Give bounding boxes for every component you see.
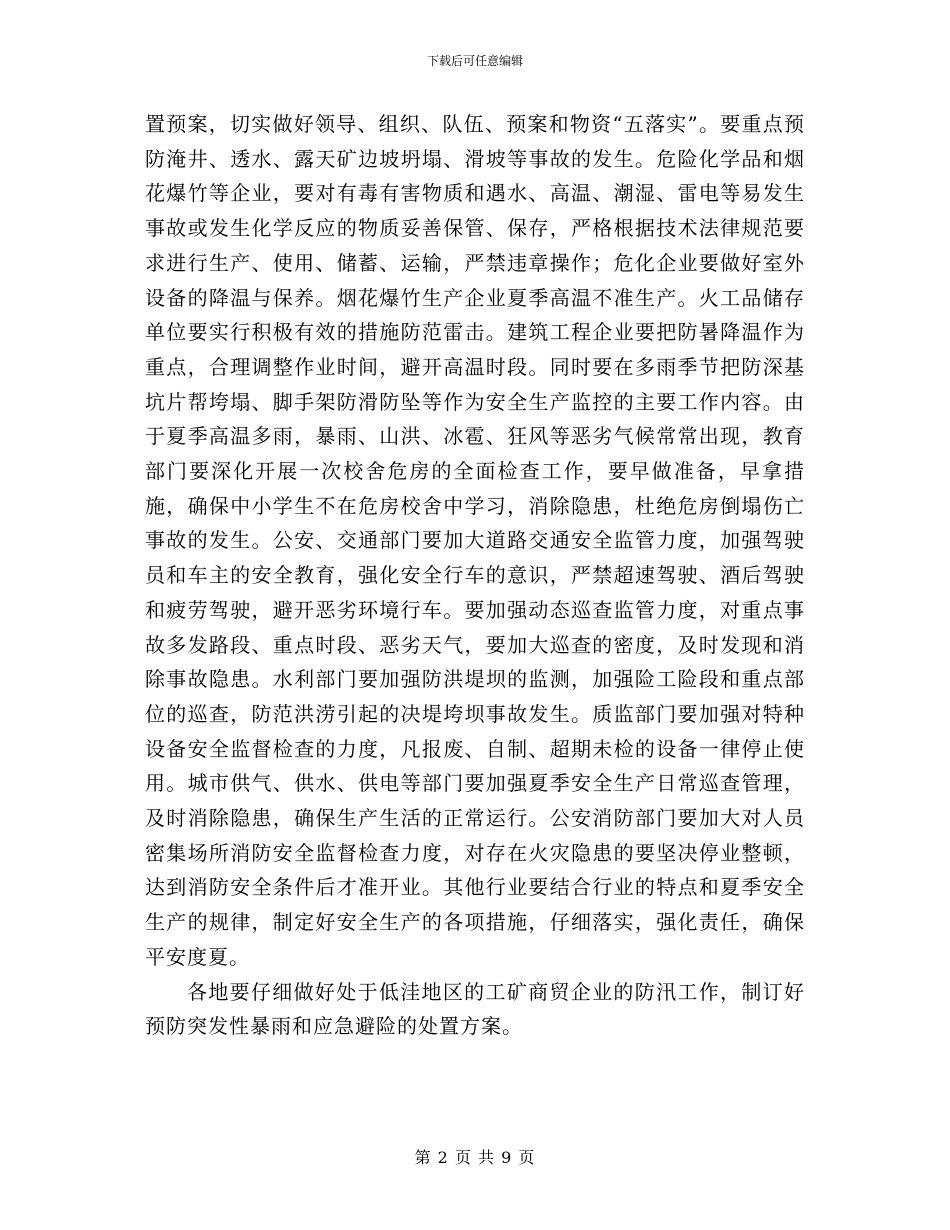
document-body	[145, 107, 805, 1044]
page-number-footer: 第 2 页 共 9 页	[414, 1148, 536, 1167]
page-header: 下载后可任意编辑	[426, 54, 523, 68]
body-paragraph: 各地要仔细做好处于低洼地区的工矿商贸企业的防汛工作，制订好预防突发性暴雨和应急避险的处置方案。	[145, 979, 805, 1039]
body-paragraph-continued: 置预案，切实做好领导、组织、队伍、预案和物资“五落实”。要重点预防淹井、透水、露天矿边坡坍塌、滑坡等事故的发生。危险化学品和烟花爆竹等企业，要对有毒有害物质和遇水、高温、潮湿、雷电等易发生事故或发生化学反应的物质妥善保管、保存，严格根据技术法律规范要求进行生产、使用、储蓄、运输，严禁违章操作；危化企业要做好室外设备的降温与保养。烟花爆竹生产企业夏季高温不准生产。火工品储存单位要实行积极有效的措施防范雷击。建筑工程企业要把防暑降温作为重点，合理调整作业时间，避开高温时段。同时要在多雨季节把防深基坑片帮垮塌、脚手架防滑防坠等作为安全生产监控的主要工作内容。由于夏季高温多雨，暴雨、山洪、冰雹、狂风等恶劣气候常常出现，教育部门要深化开展一次校舍危房的全面检查工作，要早做准备，早拿措施，确保中小学生不在危房校舍中学习，消除隐患，杜绝危房倒塌伤亡事故的发生。公安、交通部门要加大道路交通安全监管力度，加强驾驶员和车主的安全教育，强化安全行车的意识，严禁超速驾驶、酒后驾驶和疲劳驾驶，避开恶劣环境行车。要加强动态巡查监管力度，对重点事故多发路段、重点时段、恶劣天气，要加大巡查的密度，及时发现和消除事故隐患。水利部门要加强防洪堤坝的监测，加强险工险段和重点部位的巡查，防范洪涝引起的决堤垮坝事故发生。质监部门要加强对特种设备安全监督检查的力度，凡报废、自制、超期未检的设备一律停止使用。城市供气、供水、供电等部门要加强夏季安全生产日常巡查管理，及时消除隐患，确保生产生活的正常运行。公安消防部门要加大对人员密集场所消防安全监督检查力度，对存在火灾隐患的要坚决停业整顿，达到消防安全条件后才准开业。其他行业要结合行业的特点和夏季安全生产的规律，制定好安全生产的各项措施，仔细落实，强化责任，确保平安度夏。	[145, 112, 805, 969]
